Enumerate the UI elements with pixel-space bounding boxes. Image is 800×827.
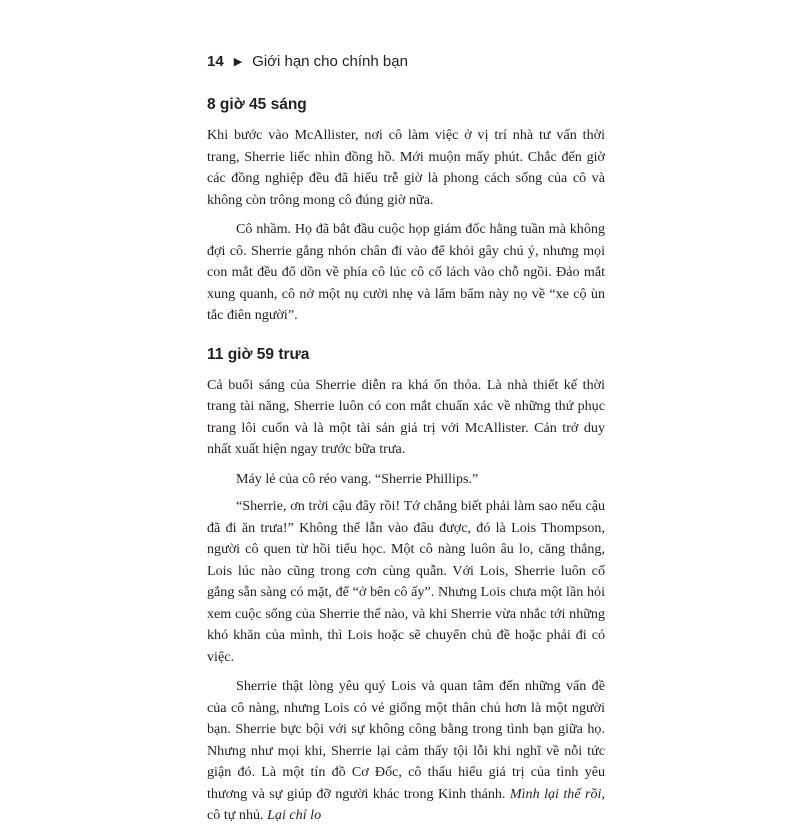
italic-thought: Lại chỉ lo [267,807,322,823]
section-divider-space [207,335,605,345]
page-body [207,95,605,827]
paragraph-text: Sherrie thật lòng yêu quý Lois và quan tâm đến những vấn đề của cô nàng, nhưng Lois có vẻ giống một thân chủ hơn là một người bạn. Sherrie bực bội với sự không công bằng trong tình bạn giữa họ. Nhưng như mọi khi, Sherrie lại cảm thấy tội lỗi khi nghĩ về nỗi tức giận đó. Là một tín đồ Cơ Đốc, cô thấu hiểu giá trị của tình yêu thương và sự giúp đỡ người khác trong Kinh thánh. [207,678,605,802]
paragraph-text: , cô tự nhủ. [207,785,605,823]
section-heading: 11 giờ 59 trưa [207,345,310,363]
paragraph: Cả buổi sáng của Sherrie diễn ra khá ổn thỏa. Là nhà thiết kế thời trang tài năng, Sherrie luôn có con mắt chuẩn xác về những thứ phục trang lôi cuốn và là một tài sản giá trị với McAllister. Cản trở duy nhất xuất hiện ngay trước bữa trưa. [207,376,605,457]
page-number: 14 [207,53,224,70]
italic-thought: Mình lại thế rồi [509,785,602,802]
paragraph: Khi bước vào McAllister, nơi cô làm việc ở vị trí nhà tư vấn thời trang, Sherrie liếc nhìn đồng hồ. Mới muộn mấy phút. Chắc đến giờ các đồng nghiệp đều đã hiểu trễ giờ là phong cách sống của cô và không còn trông mong cô đúng giờ nữa. [207,127,605,208]
book-title: Giới hạn cho chính bạn [252,53,408,70]
paragraph: “Sherrie, ơn trời cậu đây rồi! Tớ chẳng biết phải làm sao nếu cậu đã đi ăn trưa!” Không thể lẫn vào đâu được, đó là Lois Thompson, người cô quen từ hồi tiểu học. Một cô nàng luôn âu lo, căng thẳng, Lois lúc nào cũng trong cơn cùng quẫn. Với Lois, Sherrie luôn cố gắng sẵn sàng có mặt, để “ở bên cô ấy”. Nhưng Lois chưa một lần hỏi xem cuộc sống của Sherrie thế nào, và khi Sherrie vừa nhắc tới những khó khăn của mình, thì Lois hoặc sẽ chuyển chủ đề hoặc phải đi có việc. [207,498,605,665]
running-header [207,53,408,70]
paragraph: Cô nhầm. Họ đã bắt đầu cuộc họp giám đốc hằng tuần mà không đợi cô. Sherrie gắng nhón chân đi vào để khỏi gây chú ý, nhưng mọi con mắt đều đổ dồn về phía cô lúc cô cố lách vào chỗ ngồi. Đảo mắt xung quanh, cô nở một nụ cười nhẹ và lẩm bẩm này nọ về “xe cộ ùn tắc điên người”. [207,221,605,323]
paragraph [207,676,605,827]
paragraph: Máy lẻ của cô réo vang. “Sherrie Phillips.” [236,470,479,487]
section-heading: 8 giờ 45 sáng [207,96,307,113]
arrow-icon: ▶ [233,56,243,68]
